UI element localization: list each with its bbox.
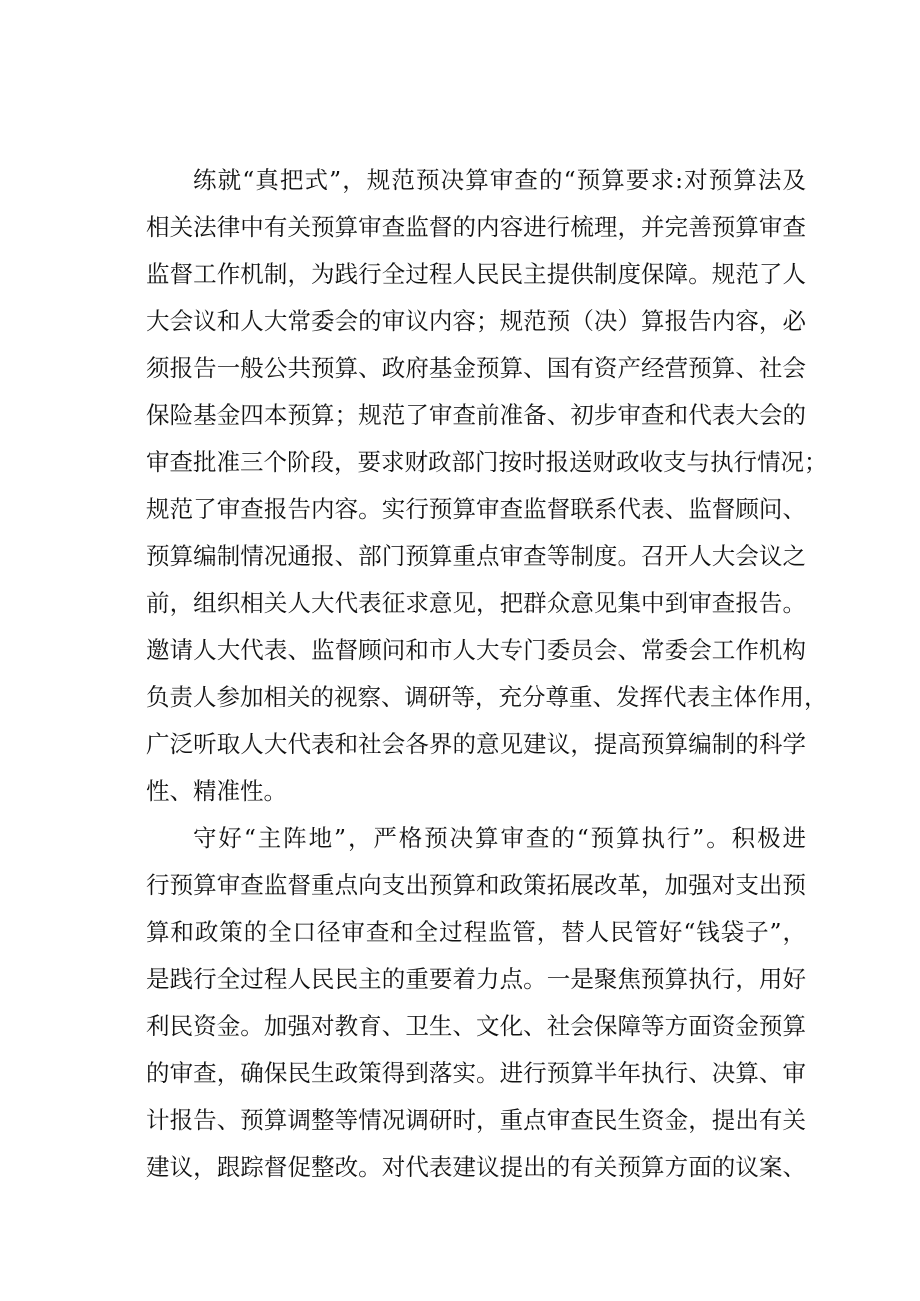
text-line: 的审查，确保民生政策得到落实。进行预算半年执行、决算、审 bbox=[146, 1059, 806, 1087]
text-line: 行预算审查监督重点向支出预算和政策拓展改革，加强对支出预 bbox=[146, 871, 806, 899]
text-line: 预算编制情况通报、部门预算重点审查等制度。召开人大会议之 bbox=[146, 542, 806, 570]
text-line: 相关法律中有关预算审查监督的内容进行梳理，并完善预算审查 bbox=[146, 213, 806, 241]
text-line: 利民资金。加强对教育、卫生、文化、社会保障等方面资金预算 bbox=[146, 1012, 806, 1040]
text-line: 性、精准性。 bbox=[146, 777, 287, 805]
text-line: 算和政策的全口径审查和全过程监管，替人民管好“钱袋子”， bbox=[146, 918, 806, 946]
text-line: 负责人参加相关的视察、调研等，充分尊重、发挥代表主体作用， bbox=[146, 683, 828, 711]
text-line: 保险基金四本预算；规范了审查前准备、初步审查和代表大会的 bbox=[146, 401, 806, 429]
text-line: 审查批准三个阶段，要求财政部门按时报送财政收支与执行情况； bbox=[146, 448, 828, 476]
paragraph bbox=[146, 157, 828, 815]
text-line: 建议，跟踪督促整改。对代表建议提出的有关预算方面的议案、 bbox=[146, 1153, 806, 1181]
document-body bbox=[146, 157, 828, 1191]
text-line: 前，组织相关人大代表征求意见，把群众意见集中到审查报告。 bbox=[146, 589, 806, 617]
paragraph bbox=[146, 815, 806, 1191]
text-line: 大会议和人大常委会的审议内容；规范预（决）算报告内容，必 bbox=[146, 307, 806, 335]
text-line: 练就“真把式”，规范预决算审查的“预算要求:对预算法及 bbox=[193, 166, 806, 194]
text-line: 守好“主阵地”，严格预决算审查的“预算执行”。积极进 bbox=[193, 824, 806, 852]
text-line: 计报告、预算调整等情况调研时，重点审查民生资金，提出有关 bbox=[146, 1106, 806, 1134]
text-line: 监督工作机制，为践行全过程人民民主提供制度保障。规范了人 bbox=[146, 260, 806, 288]
text-line: 是践行全过程人民民主的重要着力点。一是聚焦预算执行，用好 bbox=[146, 965, 806, 993]
text-line: 邀请人大代表、监督顾问和市人大专门委员会、常委会工作机构 bbox=[146, 636, 806, 664]
text-line: 须报告一般公共预算、政府基金预算、国有资产经营预算、社会 bbox=[146, 354, 806, 382]
text-line: 广泛听取人大代表和社会各界的意见建议，提高预算编制的科学 bbox=[146, 730, 806, 758]
text-line: 规范了审查报告内容。实行预算审查监督联系代表、监督顾问、 bbox=[146, 495, 806, 523]
